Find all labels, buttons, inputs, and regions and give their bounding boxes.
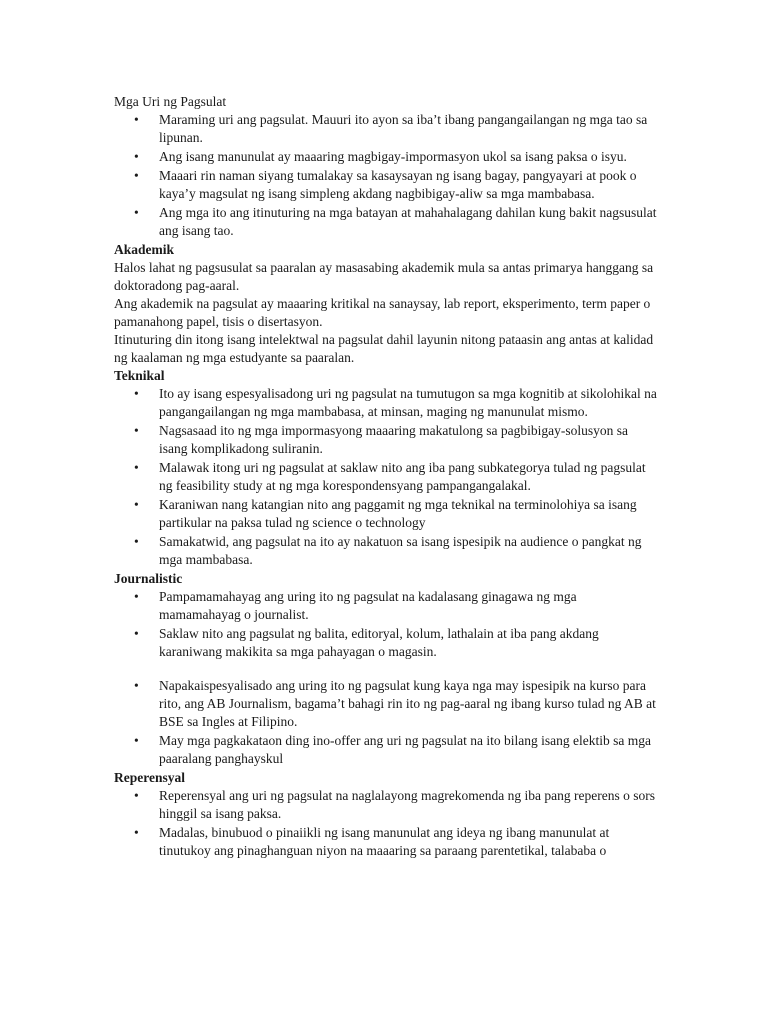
bullet-text: Madalas, binubuod o pinaiikli ng isang manunulat ang ideya ng ibang manunulat at tinutukoy ang pinaghanguan niyon na maaaring sa paraang parentetikal, talababa o [159, 825, 610, 858]
bullet-icon: • [134, 168, 139, 183]
bullet-icon: • [134, 589, 139, 604]
list-item [114, 588, 658, 624]
list-item [114, 111, 658, 147]
bullet-text: Karaniwan nang katangian nito ang paggamit ng mga teknikal na terminolohiya sa isang partikular na paksa tulad ng science o technology [159, 497, 637, 530]
bullet-icon: • [134, 205, 139, 220]
bullet-text: Pampamamahayag ang uring ito ng pagsulat na kadalasang ginagawa ng mga mamamahayag o journalist. [159, 589, 577, 622]
bullet-icon: • [134, 678, 139, 693]
bullet-text: Ito ay isang espesyalisadong uri ng pagsulat na tumutugon sa mga kognitib at sikolohikal na pangangailangan ng mga mambabasa, at minsan, maging ng manunulat mismo. [159, 386, 657, 419]
bullet-text: Samakatwid, ang pagsulat na ito ay nakatuon sa isang ispesipik na audience o pangkat ng mga mambabasa. [159, 534, 642, 567]
list-item [114, 204, 658, 240]
list-item [114, 459, 658, 495]
paragraph: Itinuturing din itong isang intelektwal na pagsulat dahil layunin nitong pataasin ang antas at kalidad ng kaalaman ng mga estudyante sa paaralan. [114, 332, 654, 365]
intro-bullet-list [114, 111, 658, 240]
bullet-icon: • [134, 149, 139, 164]
reperensyal-bullet-list [114, 787, 658, 860]
bullet-text: Maaari rin naman siyang tumalakay sa kasaysayan ng isang bagay, pangyayari at pook o kaya’y magsulat ng isang simpleng akdang nagbibigay-aliw sa mga mambabasa. [159, 168, 637, 201]
bullet-icon: • [134, 460, 139, 475]
list-item [114, 625, 658, 661]
bullet-text: Nagsasaad ito ng mga impormasyong maaaring makatulong sa pagbibigay-solusyon sa isang komplikadong suliranin. [159, 423, 629, 456]
list-item [114, 677, 658, 731]
journalistic-bullet-list [114, 588, 658, 768]
bullet-text: Reperensyal ang uri ng pagsulat na naglalayong magrekomenda ng iba pang reperens o sors hinggil sa isang paksa. [159, 788, 655, 821]
list-item [114, 167, 658, 203]
bullet-text: May mga pagkakataon ding ino-offer ang uri ng pagsulat na ito bilang isang elektib sa mga paaralang panghayskul [159, 733, 651, 766]
list-item [114, 385, 658, 421]
list-item [114, 148, 658, 166]
list-item [114, 422, 658, 458]
akademik-paragraphs [114, 259, 658, 367]
bullet-text: Ang mga ito ang itinuturing na mga batayan at mahahalagang dahilan kung bakit nagsusulat ang isang tao. [159, 205, 657, 238]
list-item [114, 732, 658, 768]
section-heading-akademik: Akademik [114, 242, 175, 257]
list-item [114, 496, 658, 532]
teknikal-bullet-list [114, 385, 658, 569]
bullet-icon: • [134, 112, 139, 127]
paragraph: Ang akademik na pagsulat ay maaaring kritikal na sanaysay, lab report, eksperimento, term paper o pamanahong papel, tisis o disertasyon. [114, 296, 651, 329]
bullet-icon: • [134, 733, 139, 748]
list-item [114, 824, 658, 860]
section-heading-journalistic: Journalistic [114, 571, 183, 586]
section-heading-reperensyal: Reperensyal [114, 770, 185, 785]
bullet-icon: • [134, 626, 139, 641]
bullet-text: Maraming uri ang pagsulat. Mauuri ito ayon sa iba’t ibang pangangailangan ng mga tao sa lipunan. [159, 112, 648, 145]
list-item [114, 533, 658, 569]
bullet-text: Malawak itong uri ng pagsulat at saklaw nito ang iba pang subkategorya tulad ng pagsulat ng feasibility study at ng mga korespondensyang pampangangalakal. [159, 460, 646, 493]
bullet-icon: • [134, 497, 139, 512]
bullet-text: Saklaw nito ang pagsulat ng balita, editoryal, kolum, lathalain at iba pang akdang karaniwang makikita sa mga pahayagan o magasin. [159, 626, 599, 659]
bullet-icon: • [134, 825, 139, 840]
bullet-icon: • [134, 423, 139, 438]
bullet-text: Napakaispesyalisado ang uring ito ng pagsulat kung kaya nga may ispesipik na kurso para rito, ang AB Journalism, bagama’t bahagi rin ito ng pag-aaral ng ibang kurso tulad ng AB at BSE sa Ingles at Filipino. [159, 678, 656, 729]
bullet-icon: • [134, 788, 139, 803]
bullet-icon: • [134, 386, 139, 401]
list-item [114, 787, 658, 823]
bullet-icon: • [134, 534, 139, 549]
paragraph: Halos lahat ng pagsusulat sa paaralan ay masasabing akademik mula sa antas primarya hanggang sa doktoradong pag-aaral. [114, 260, 654, 293]
bullet-text: Ang isang manunulat ay maaaring magbigay-impormasyon ukol sa isang paksa o isyu. [159, 149, 627, 164]
document-title: Mga Uri ng Pagsulat [114, 94, 227, 109]
section-heading-teknikal: Teknikal [114, 368, 165, 383]
